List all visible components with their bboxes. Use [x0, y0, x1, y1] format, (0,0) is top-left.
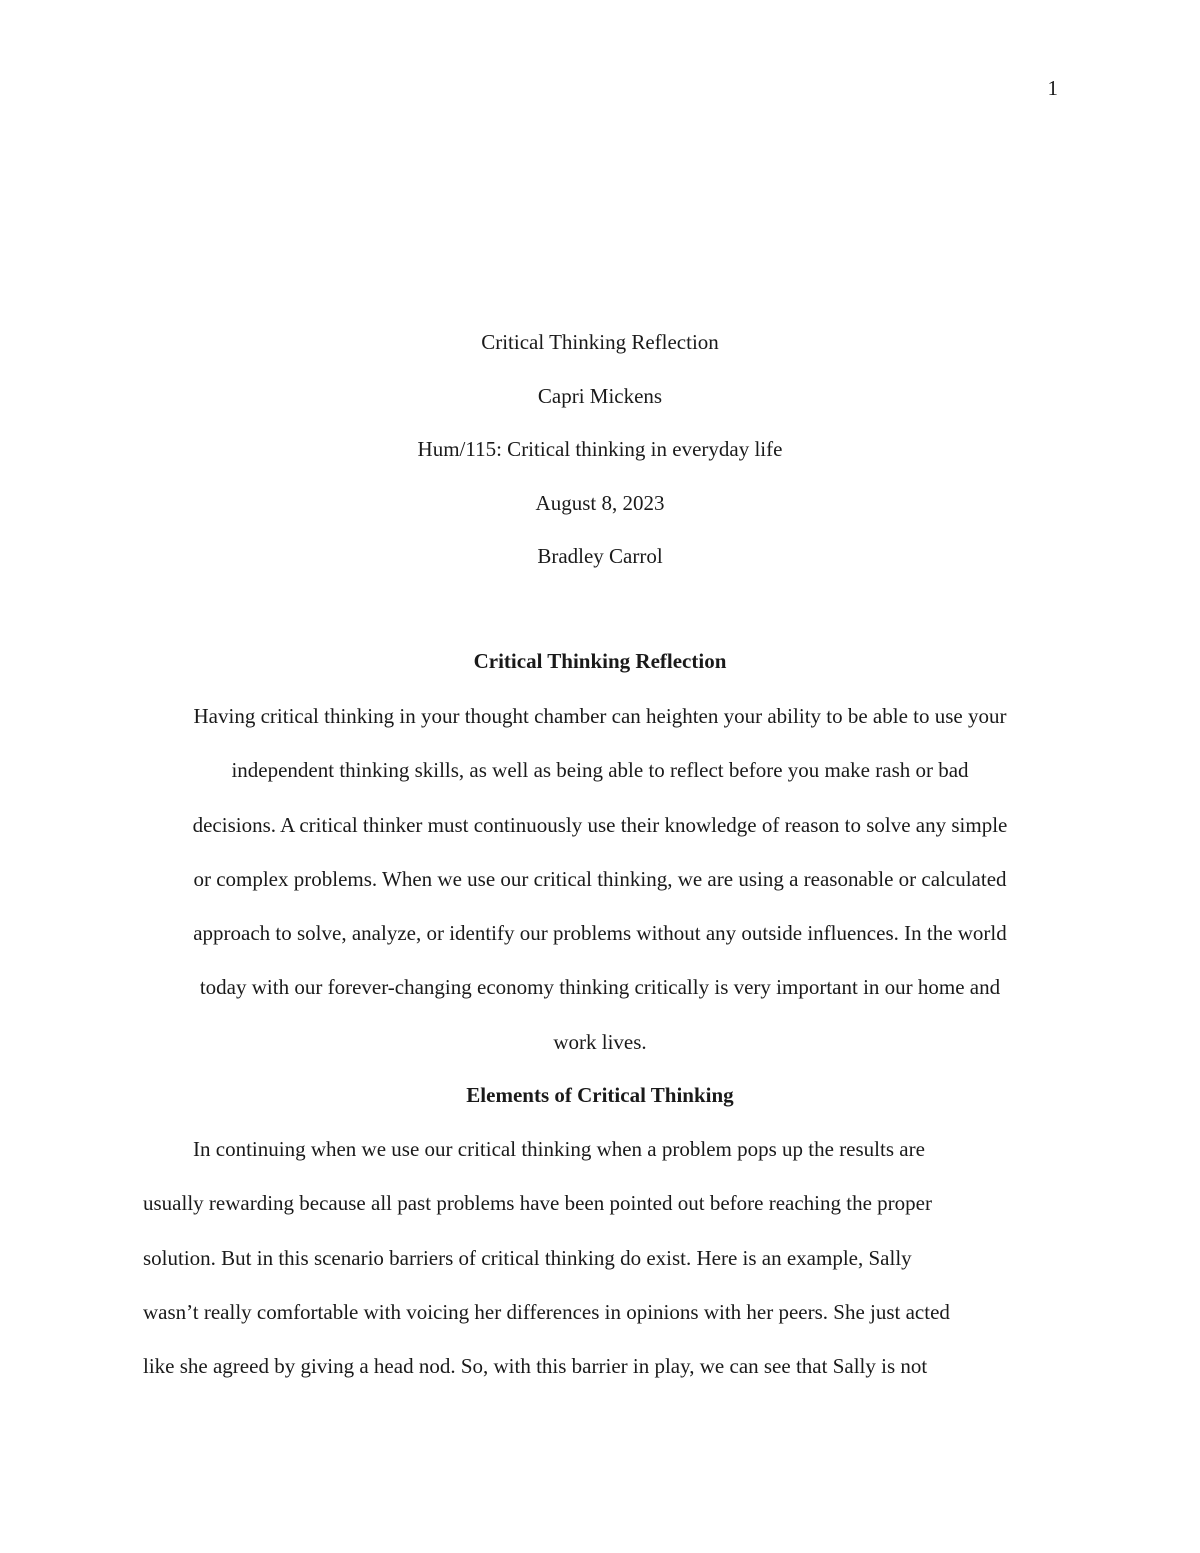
paragraph-line: like she agreed by giving a head nod. So, with this barrier in play, we can see that Sally is not — [143, 1354, 928, 1379]
submission-date: August 8, 2023 — [535, 490, 665, 515]
paragraph-line: or complex problems. When we use our critical thinking, we are using a reasonable or calculated — [193, 866, 1007, 891]
paragraph-line: today with our forever-changing economy thinking critically is very important in our home and — [199, 975, 1001, 1000]
section-heading-elements: Elements of Critical Thinking — [466, 1083, 734, 1108]
instructor-name: Bradley Carrol — [537, 544, 663, 568]
author-name: Capri Mickens — [537, 383, 663, 408]
paragraph-line: decisions. A critical thinker must continuously use their knowledge of reason to solve any simple — [192, 812, 1008, 837]
page-number: 1 — [1047, 76, 1058, 100]
paragraph-line: independent thinking skills, as well as being able to reflect before you make rash or bad — [231, 758, 969, 783]
elements-paragraph — [143, 1122, 1057, 1393]
intro-paragraph — [143, 689, 1057, 1069]
paragraph-line: usually rewarding because all past problems have been pointed out before reaching the proper — [143, 1191, 932, 1216]
section-heading-reflection: Critical Thinking Reflection — [473, 649, 727, 673]
title-page-block — [0, 329, 1200, 597]
document-body — [143, 647, 1057, 1394]
paragraph-line: wasn’t really comfortable with voicing her differences in opinions with her peers. She just acted — [143, 1299, 950, 1324]
course-name: Hum/115: Critical thinking in everyday life — [417, 437, 783, 461]
paragraph-line: In continuing when we use our critical thinking when a problem pops up the results are — [193, 1137, 925, 1162]
paragraph-line: approach to solve, analyze, or identify our problems without any outside influences. In the world — [193, 921, 1007, 946]
paragraph-line: solution. But in this scenario barriers of critical thinking do exist. Here is an example, Sally — [143, 1245, 912, 1270]
paragraph-line: work lives. — [553, 1029, 647, 1054]
paper-title: Critical Thinking Reflection — [481, 330, 719, 354]
paragraph-line: Having critical thinking in your thought chamber can heighten your ability to be able to use your — [193, 704, 1007, 728]
